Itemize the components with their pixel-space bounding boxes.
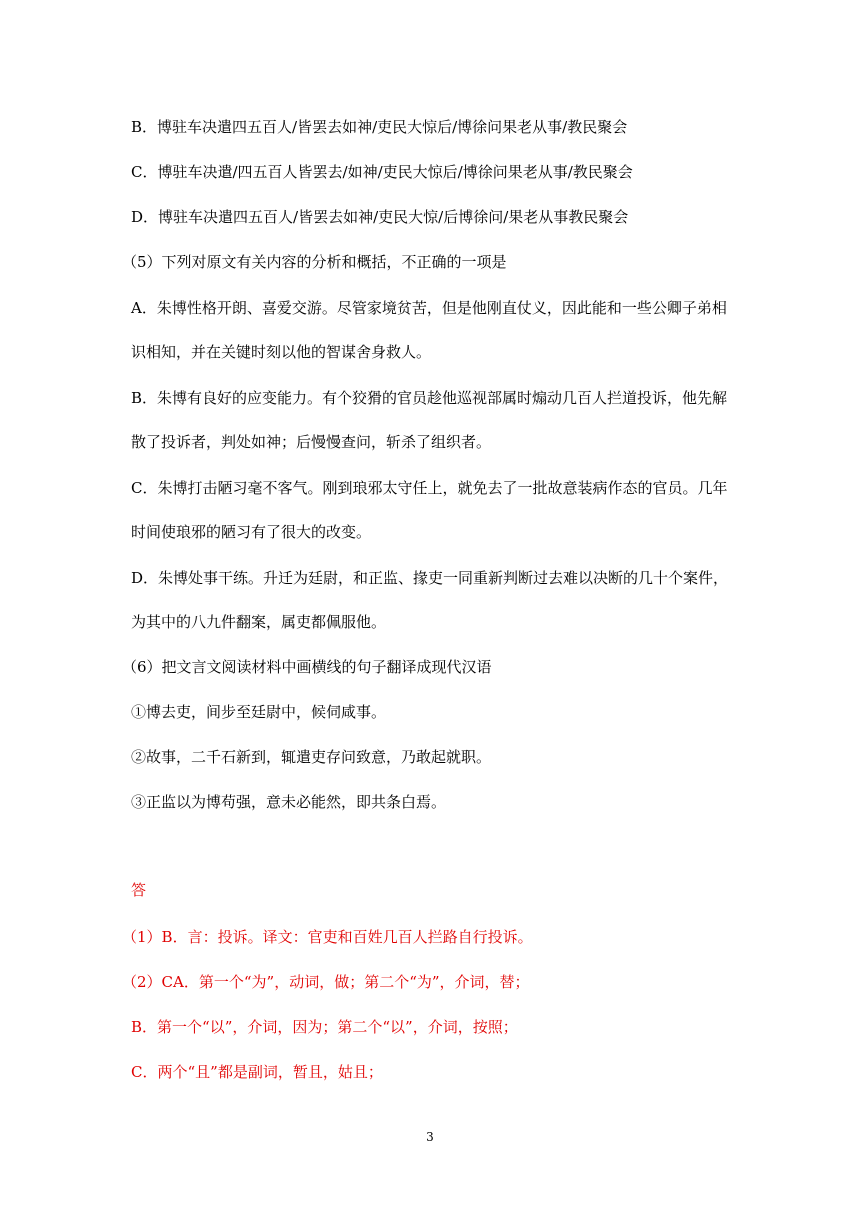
answer-line-3: B．第一个“以”，介词，因为；第二个“以”，介词，按照； xyxy=(131,1018,518,1036)
q4-option-c: C．博驻车决遣/四五百人皆罢去/如神/吏民大惊后/博徐问果老从事/教民聚会 xyxy=(131,163,633,181)
q4-option-d: D．博驻车决遣四五百人/皆罢去如神/吏民大惊/后博徐问/果老从事教民聚会 xyxy=(131,208,629,226)
q5-option-b-line1: B．朱博有良好的应变能力。有个狡猾的官员趁他巡视部属时煽动几百人拦道投诉，他先解 xyxy=(131,389,728,407)
q6-stem: （6）把文言文阅读材料中画横线的句子翻译成现代汉语 xyxy=(122,658,492,676)
q6-item-2: ②故事，二千石新到，辄遣吏存问致意，乃敢起就职。 xyxy=(131,748,492,766)
q5-option-a-line2: 识相知，并在关键时刻以他的智谋舍身救人。 xyxy=(131,343,432,361)
answer-line-2: （2）CA．第一个“为”，动词，做；第二个“为”，介词，替； xyxy=(122,973,530,991)
q5-option-c-line1: C．朱博打击陋习毫不客气。刚到琅邪太守任上，就免去了一批故意装病作态的官员。几年 xyxy=(131,479,728,497)
q5-option-a-line1: A．朱博性格开朗、喜爱交游。尽管家境贫苦，但是他刚直仗义，因此能和一些公卿子弟相 xyxy=(131,299,727,317)
q5-option-c-line2: 时间使琅邪的陋习有了很大的改变。 xyxy=(131,523,372,541)
answer-line-4: C．两个“且”都是副词，暂且，姑且； xyxy=(131,1063,383,1081)
q5-option-d-line1: D．朱博处事干练。升迁为廷尉，和正监、掾吏一同重新判断过去难以决断的几十个案件， xyxy=(131,569,729,587)
q4-option-b: B．博驻车决遣四五百人/皆罢去如神/吏民大惊后/博徐问果老从事/教民聚会 xyxy=(131,118,628,136)
q5-option-b-line2: 散了投诉者，判处如神；后慢慢查问，斩杀了组织者。 xyxy=(131,433,492,451)
q5-stem: （5）下列对原文有关内容的分析和概括，不正确的一项是 xyxy=(122,253,507,271)
q6-item-3: ③正监以为博苟强，意未必能然，即共条白焉。 xyxy=(131,793,447,811)
q5-option-d-line2: 为其中的八九件翻案，属吏都佩服他。 xyxy=(131,613,387,631)
page-number: 3 xyxy=(426,1130,434,1144)
q6-item-1: ①博去吏，间步至廷尉中，候伺咸事。 xyxy=(131,703,387,721)
answer-line-1: （1）B．言：投诉。译文：官吏和百姓几百人拦路自行投诉。 xyxy=(122,928,533,946)
answer-heading: 答 xyxy=(131,881,147,899)
